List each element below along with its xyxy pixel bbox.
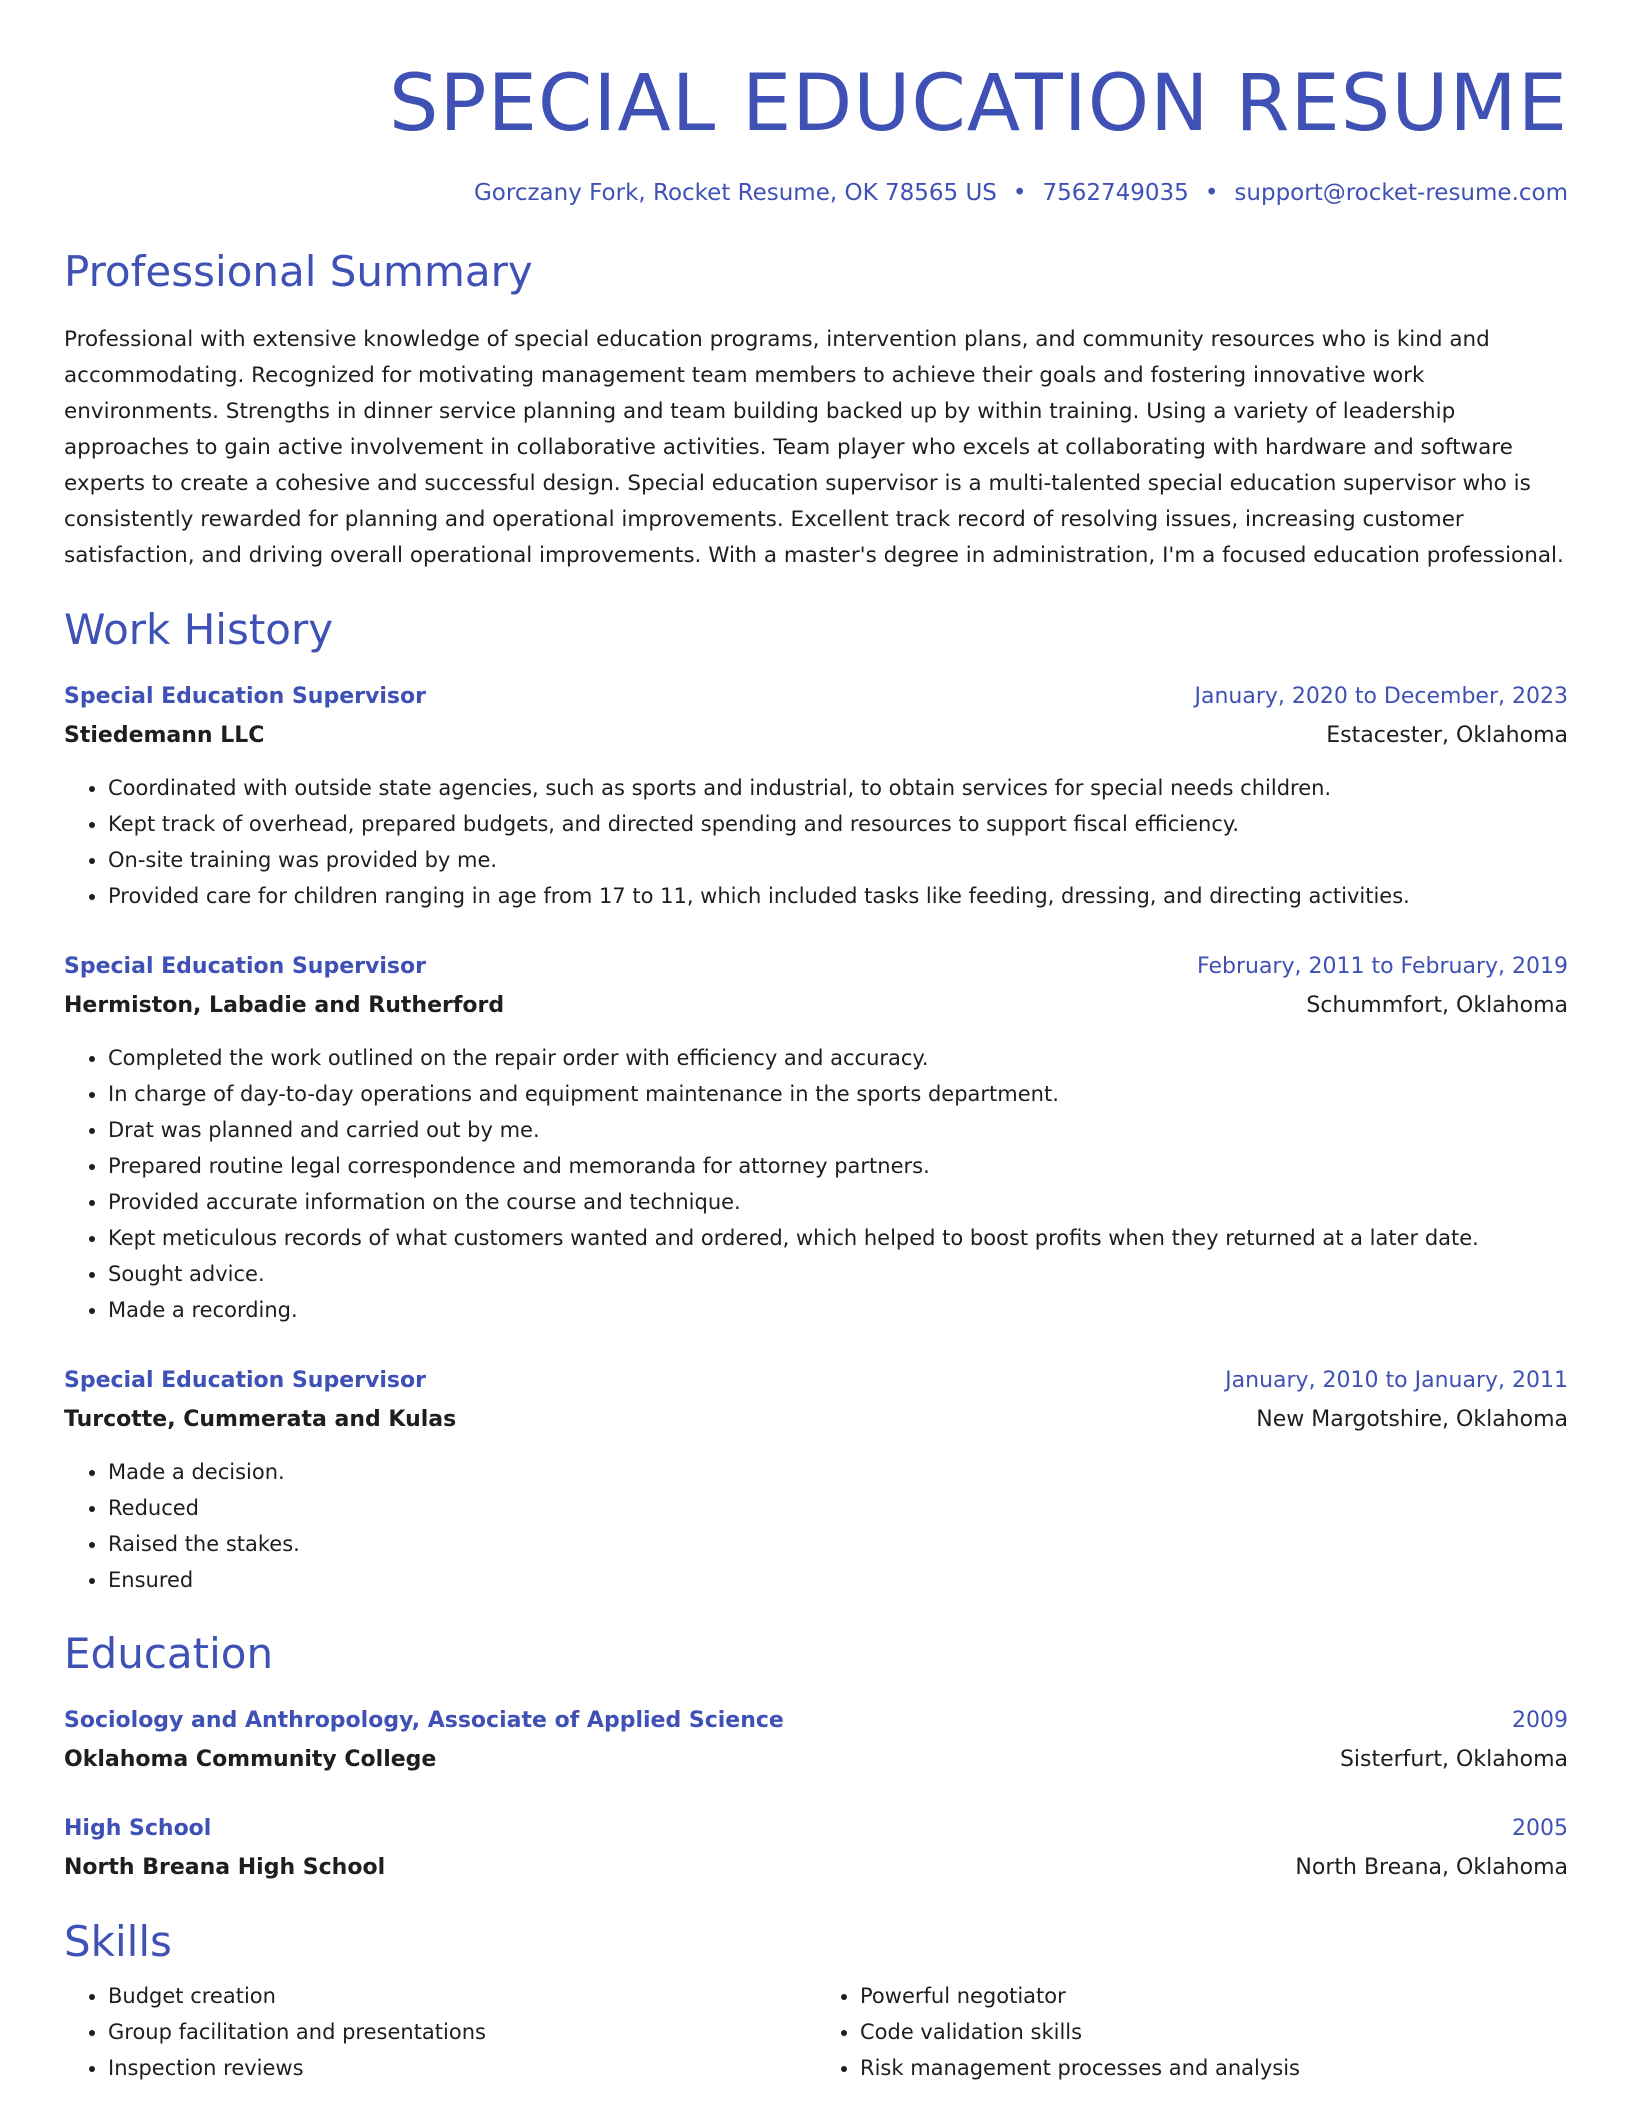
job-bullets xyxy=(64,1454,1568,1598)
contact-address: Gorczany Fork, Rocket Resume, OK 78565 US xyxy=(473,180,997,206)
skills-heading: Skills xyxy=(64,1917,172,1966)
job-bullets xyxy=(64,1040,1568,1328)
job-role: Special Education Supervisor xyxy=(64,954,426,979)
contact-line xyxy=(64,176,1568,210)
education-year: 2009 xyxy=(1512,1708,1568,1733)
job-bullet: • Drat was planned and carried out by me. xyxy=(108,1112,1568,1148)
contact-phone: 7562749035 xyxy=(1042,180,1189,206)
job-location: Schummfort, Oklahoma xyxy=(1306,993,1568,1018)
contact-separator: • xyxy=(1012,180,1027,206)
job-role: Special Education Supervisor xyxy=(64,1368,426,1393)
job-bullet: • Sought advice. xyxy=(108,1256,1568,1292)
job-dates: February, 2011 to February, 2019 xyxy=(1197,954,1568,979)
skills-list-left xyxy=(64,1978,816,2086)
job-bullet: • On-site training was provided by me. xyxy=(108,842,1568,878)
job-bullets xyxy=(64,770,1568,914)
skills-list-right xyxy=(816,1978,1568,2086)
job-bullet: • Kept track of overhead, prepared budgets, and directed spending and resources to support fiscal efficiency. xyxy=(108,806,1568,842)
skill-item: • Budget creation xyxy=(108,1978,816,2014)
job-location: Estacester, Oklahoma xyxy=(1326,723,1568,748)
job-entry xyxy=(64,678,1568,914)
education-degree: High School xyxy=(64,1816,212,1841)
skill-item: • Code validation skills xyxy=(860,2014,1568,2050)
education-school: Oklahoma Community College xyxy=(64,1747,437,1772)
job-role: Special Education Supervisor xyxy=(64,684,426,709)
education-entry xyxy=(64,1702,1568,1780)
skill-item: • Risk management processes and analysis xyxy=(860,2050,1568,2086)
job-company: Turcotte, Cummerata and Kulas xyxy=(64,1407,457,1432)
education-heading: Education xyxy=(64,1629,274,1678)
job-dates: January, 2010 to January, 2011 xyxy=(1225,1368,1568,1393)
job-entry xyxy=(64,948,1568,1328)
job-company: Hermiston, Labadie and Rutherford xyxy=(64,993,505,1018)
job-bullet: • Kept meticulous records of what customers wanted and ordered, which helped to boost profits when they returned at a later date. xyxy=(108,1220,1568,1256)
contact-email[interactable]: support@rocket-resume.com xyxy=(1234,180,1568,206)
summary-section xyxy=(64,244,1568,574)
job-dates: January, 2020 to December, 2023 xyxy=(1194,684,1568,709)
job-bullet: • Made a recording. xyxy=(108,1292,1568,1328)
job-bullet: • Reduced xyxy=(108,1490,1568,1526)
skills-columns xyxy=(64,1978,1568,2086)
job-bullet: • Coordinated with outside state agencies, such as sports and industrial, to obtain services for special needs children. xyxy=(108,770,1568,806)
job-bullet: • Ensured xyxy=(108,1562,1568,1598)
job-bullet: • Provided care for children ranging in age from 17 to 11, which included tasks like feeding, dressing, and directing activities. xyxy=(108,878,1568,914)
education-year: 2005 xyxy=(1512,1816,1568,1841)
education-school: North Breana High School xyxy=(64,1855,386,1880)
job-location: New Margotshire, Oklahoma xyxy=(1256,1407,1568,1432)
summary-text: Professional with extensive knowledge of special education programs, intervention plans, and community resources who is kind and accommodating. Recognized for motivating management team members to achieve their goals and fostering innovative work environments. Strengths in dinner service planning and team building backed up by within training. Using a variety of leadership approaches to gain active involvement in collaborative activities. Team player who excels at collaborating with hardware and software experts to create a cohesive and successful design. Special education supervisor is a multi-talented special education supervisor who is consistently rewarded for planning and operational improvements. Excellent track record of resolving issues, increasing customer satisfaction, and driving overall operational improvements. With a master's degree in administration, I'm a focused education professional. xyxy=(64,327,1564,568)
education-section xyxy=(64,1626,1568,1888)
skills-section xyxy=(64,1914,1568,2086)
work-history-section xyxy=(64,602,1568,1598)
education-location: Sisterfurt, Oklahoma xyxy=(1339,1747,1568,1772)
job-bullet: • Raised the stakes. xyxy=(108,1526,1568,1562)
education-degree: Sociology and Anthropology, Associate of Applied Science xyxy=(64,1708,784,1733)
job-bullet: • Completed the work outlined on the repair order with efficiency and accuracy. xyxy=(108,1040,1568,1076)
education-location: North Breana, Oklahoma xyxy=(1295,1855,1568,1880)
job-bullet: • Provided accurate information on the course and technique. xyxy=(108,1184,1568,1220)
skill-item: • Inspection reviews xyxy=(108,2050,816,2086)
skill-item: • Powerful negotiator xyxy=(860,1978,1568,2014)
job-bullet: • Made a decision. xyxy=(108,1454,1568,1490)
education-entry xyxy=(64,1810,1568,1888)
summary-heading: Professional Summary xyxy=(64,247,533,296)
skill-item: • Group facilitation and presentations xyxy=(108,2014,816,2050)
resume-header xyxy=(64,56,1568,210)
resume-title: SPECIAL EDUCATION RESUME xyxy=(389,59,1568,149)
contact-separator: • xyxy=(1204,180,1219,206)
job-company: Stiedemann LLC xyxy=(64,723,265,748)
job-entry xyxy=(64,1362,1568,1598)
job-bullet: • In charge of day-to-day operations and equipment maintenance in the sports department. xyxy=(108,1076,1568,1112)
work-history-heading: Work History xyxy=(64,605,334,654)
job-bullet: • Prepared routine legal correspondence and memoranda for attorney partners. xyxy=(108,1148,1568,1184)
